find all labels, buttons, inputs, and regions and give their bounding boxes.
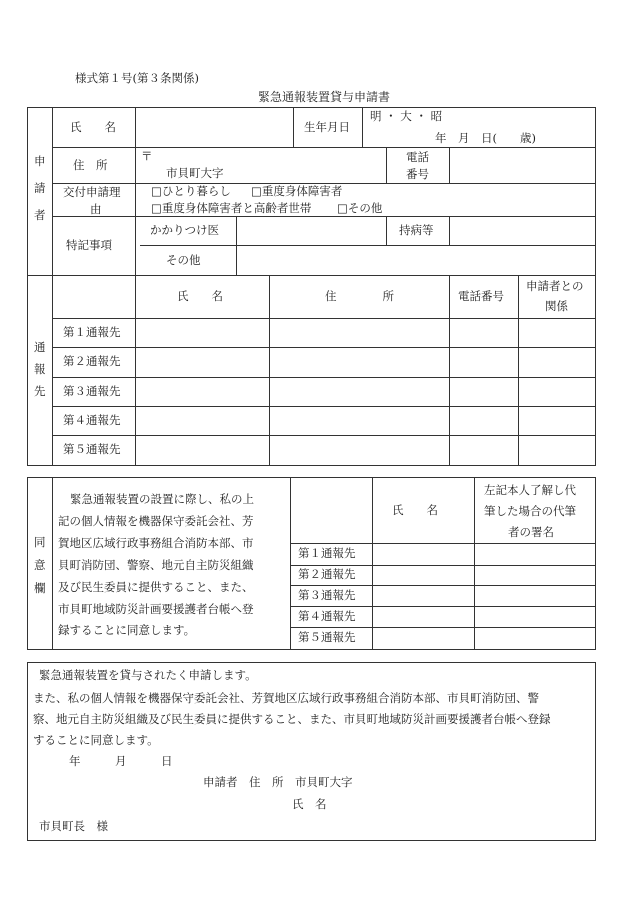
checkbox-icon: □ xyxy=(251,184,262,198)
reason-label: 由 xyxy=(90,202,102,216)
declaration-line: することに同意します。 xyxy=(33,733,159,747)
contact-row-label: 第４通報先 xyxy=(63,413,121,427)
applicant-group-label: 申 xyxy=(34,154,46,168)
phone-label: 番号 xyxy=(406,167,429,181)
contacts-header-address: 住 所 xyxy=(325,289,394,303)
contacts-group-label: 通 xyxy=(34,340,46,354)
phone-label: 電話 xyxy=(406,150,429,164)
checkbox-icon: □ xyxy=(151,201,162,215)
doctor-field[interactable] xyxy=(238,218,385,244)
consent-row-label: 第５通報先 xyxy=(298,630,356,644)
contacts-group-label: 報 xyxy=(34,362,46,376)
checkbox-icon: □ xyxy=(151,184,162,198)
reason-option-label: ひとり暮らし xyxy=(161,184,231,198)
address-label: 住 所 xyxy=(73,158,108,172)
contacts-header-relation: 申請者との xyxy=(526,279,584,293)
declaration-date[interactable]: 年 月 日 xyxy=(69,754,173,768)
address-prefill[interactable]: 市貝町大字 xyxy=(166,166,224,180)
postal-mark: 〒 xyxy=(141,149,153,163)
contact-row-label: 第２通報先 xyxy=(63,354,121,368)
consent-text-line: 市貝町地域防災計画要援護者台帳へ登 xyxy=(58,602,254,616)
consent-header-proxy: 者の署名 xyxy=(508,525,554,539)
consent-group-label: 欄 xyxy=(34,581,46,595)
consent-header-name: 氏 名 xyxy=(392,503,438,517)
declaration-line: また、私の個人情報を機器保守委託会社、芳賀地区広域行政事務組合消防本部、市貝町消防団、警 xyxy=(33,691,539,705)
contacts-header-phone: 電話番号 xyxy=(458,289,504,303)
birthdate-label: 生年月日 xyxy=(304,120,350,134)
consent-group-label: 同 xyxy=(34,535,46,549)
contact-row-label: 第５通報先 xyxy=(63,442,121,456)
consent-text-line: 記の個人情報を機器保守委託会社、芳 xyxy=(58,514,254,528)
consent-group-label: 意 xyxy=(34,558,46,572)
consent-text-line: 賀地区広域行政事務組合消防本部、市 xyxy=(58,536,254,550)
consent-row-label: 第１通報先 xyxy=(298,546,356,560)
applicant-name-field[interactable] xyxy=(137,109,292,146)
declaration-applicant-name[interactable]: 氏 名 xyxy=(292,797,327,811)
reason-option-label: 重度身体障害者と高齢者世帯 xyxy=(161,201,312,215)
applicant-group-label: 請 xyxy=(34,181,46,195)
consent-text-line: 緊急通報装置の設置に際し、私の上 xyxy=(70,492,254,506)
declaration-line: 緊急通報装置を貸与されたく申請します。 xyxy=(39,668,257,682)
disease-field[interactable] xyxy=(451,218,594,244)
consent-text-line: 及び民生委員に提供すること、また、 xyxy=(58,580,254,594)
consent-header-proxy: 左記本人了解し代 xyxy=(484,483,576,497)
reason-checkbox[interactable] xyxy=(151,186,231,198)
consent-row-label: 第４通報先 xyxy=(298,609,356,623)
reason-checkbox[interactable] xyxy=(337,203,382,215)
contact-row-label: 第１通報先 xyxy=(63,325,121,339)
declaration-line: 察、地元自主防災組織及び民生委員に提供すること、また、市貝町地域防災計画要援護者台帳へ登録 xyxy=(33,712,551,726)
contacts-group-label: 先 xyxy=(34,384,46,398)
reason-option-label: 重度身体障害者 xyxy=(261,184,343,198)
phone-field[interactable] xyxy=(451,149,594,182)
name-label: 氏 名 xyxy=(70,120,116,134)
applicant-group-label: 者 xyxy=(34,208,46,222)
consent-text-line: 貝町消防団、警察、地元自主防災組織 xyxy=(58,558,254,572)
consent-row-label: 第２通報先 xyxy=(298,567,356,581)
checkbox-icon: □ xyxy=(337,201,348,215)
reason-checkbox[interactable] xyxy=(151,203,311,215)
form-title: 緊急通報装置貸与申請書 xyxy=(258,90,391,104)
disease-label: 持病等 xyxy=(399,223,434,237)
notes-label: 特記事項 xyxy=(66,238,112,252)
consent-row-label: 第３通報先 xyxy=(298,588,356,602)
declaration-addressee: 市貝町長 様 xyxy=(39,819,108,833)
other-label: その他 xyxy=(166,253,201,267)
contact-row-label: 第３通報先 xyxy=(63,384,121,398)
form-number: 様式第１号(第３条関係) xyxy=(75,71,199,85)
other-field[interactable] xyxy=(238,247,594,274)
reason-option-label: その他 xyxy=(347,201,383,215)
reason-checkbox[interactable] xyxy=(251,186,342,198)
contacts-header-name: 氏 名 xyxy=(177,289,223,303)
doctor-label: かかりつけ医 xyxy=(150,223,219,237)
era-options[interactable]: 明 ・ 大 ・ 昭 xyxy=(370,109,443,123)
birthdate-format[interactable]: 年 月 日( 歳) xyxy=(435,131,536,145)
consent-header-proxy: 筆した場合の代筆 xyxy=(484,504,576,518)
contacts-header-relation: 関係 xyxy=(545,299,568,313)
reason-label: 交付申請理 xyxy=(63,185,121,199)
declaration-applicant-address[interactable]: 申請者 住 所 市貝町大字 xyxy=(203,775,353,789)
consent-text-line: 録することに同意します。 xyxy=(58,623,196,637)
